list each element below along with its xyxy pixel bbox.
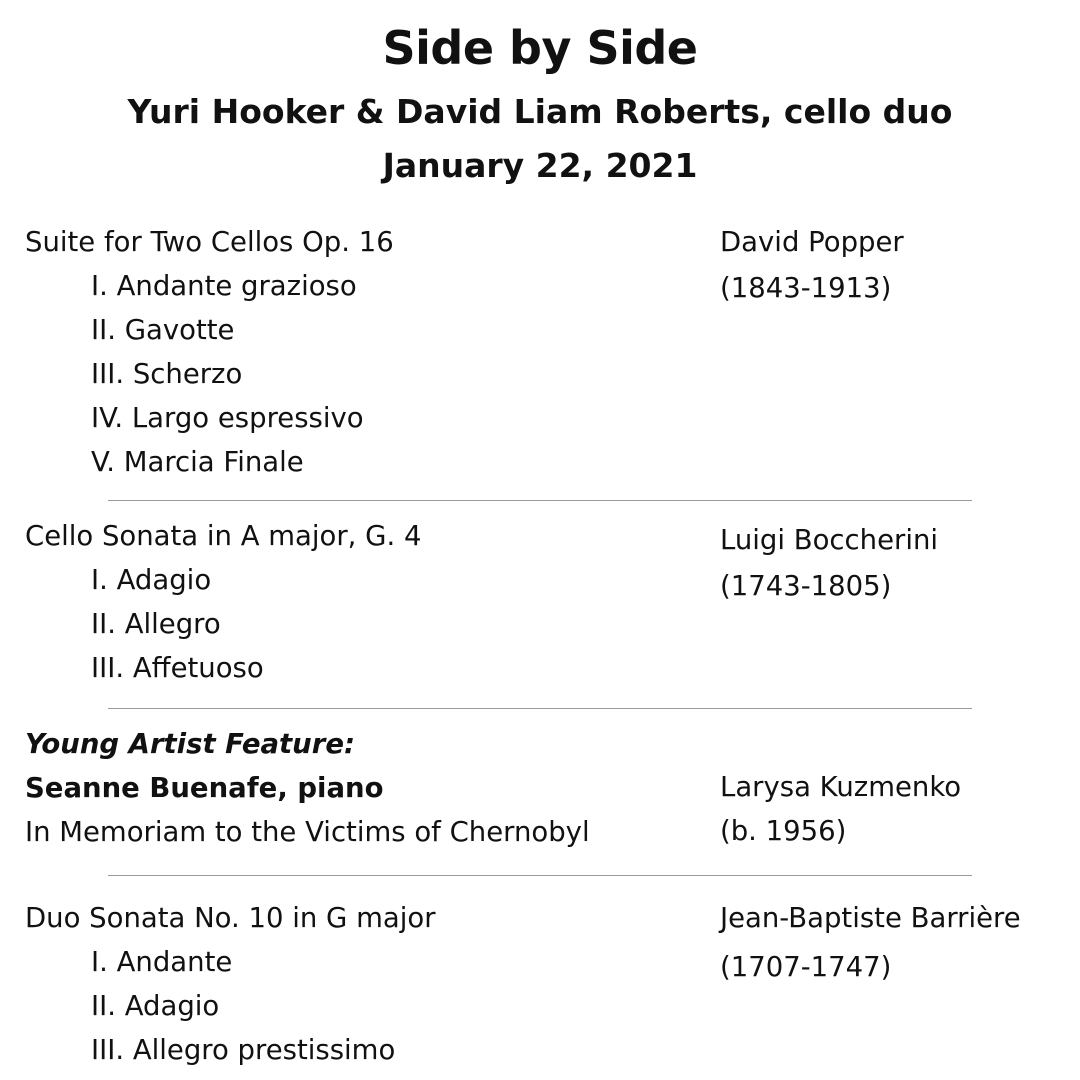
movement: II. Allegro xyxy=(91,608,221,640)
featured-performer: Seanne Buenafe, piano xyxy=(25,772,384,804)
section-divider xyxy=(108,708,972,709)
work-title: In Memoriam to the Victims of Chernobyl xyxy=(25,816,590,848)
composer-dates: (b. 1956) xyxy=(720,815,847,847)
movement: II. Gavotte xyxy=(91,314,235,346)
composer-dates: (1843-1913) xyxy=(720,272,892,304)
composer-name: Luigi Boccherini xyxy=(720,524,939,556)
movement: I. Andante xyxy=(91,946,233,978)
composer-name: Jean-Baptiste Barrière xyxy=(720,902,1021,934)
movement: I. Adagio xyxy=(91,564,212,596)
composer-dates: (1743-1805) xyxy=(720,570,892,602)
composer-name: Larysa Kuzmenko xyxy=(720,771,962,803)
composer-name: David Popper xyxy=(720,226,904,258)
work-title: Cello Sonata in A major, G. 4 xyxy=(25,520,422,552)
movement: II. Adagio xyxy=(91,990,220,1022)
movement: V. Marcia Finale xyxy=(91,446,304,478)
work-title: Suite for Two Cellos Op. 16 xyxy=(25,226,394,258)
performers-subtitle: Yuri Hooker & David Liam Roberts, cello duo xyxy=(127,92,953,131)
movement: III. Scherzo xyxy=(91,358,243,390)
program-title: Side by Side xyxy=(382,21,698,75)
movement: III. Affetuoso xyxy=(91,652,264,684)
concert-date: January 22, 2021 xyxy=(382,146,698,185)
section-divider xyxy=(108,500,972,501)
work-title: Duo Sonata No. 10 in G major xyxy=(25,902,436,934)
movement: III. Allegro prestissimo xyxy=(91,1034,396,1066)
feature-label: Young Artist Feature: xyxy=(25,728,355,760)
movement: I. Andante grazioso xyxy=(91,270,357,302)
movement: IV. Largo espressivo xyxy=(91,402,364,434)
composer-dates: (1707-1747) xyxy=(720,951,892,983)
section-divider xyxy=(108,875,972,876)
